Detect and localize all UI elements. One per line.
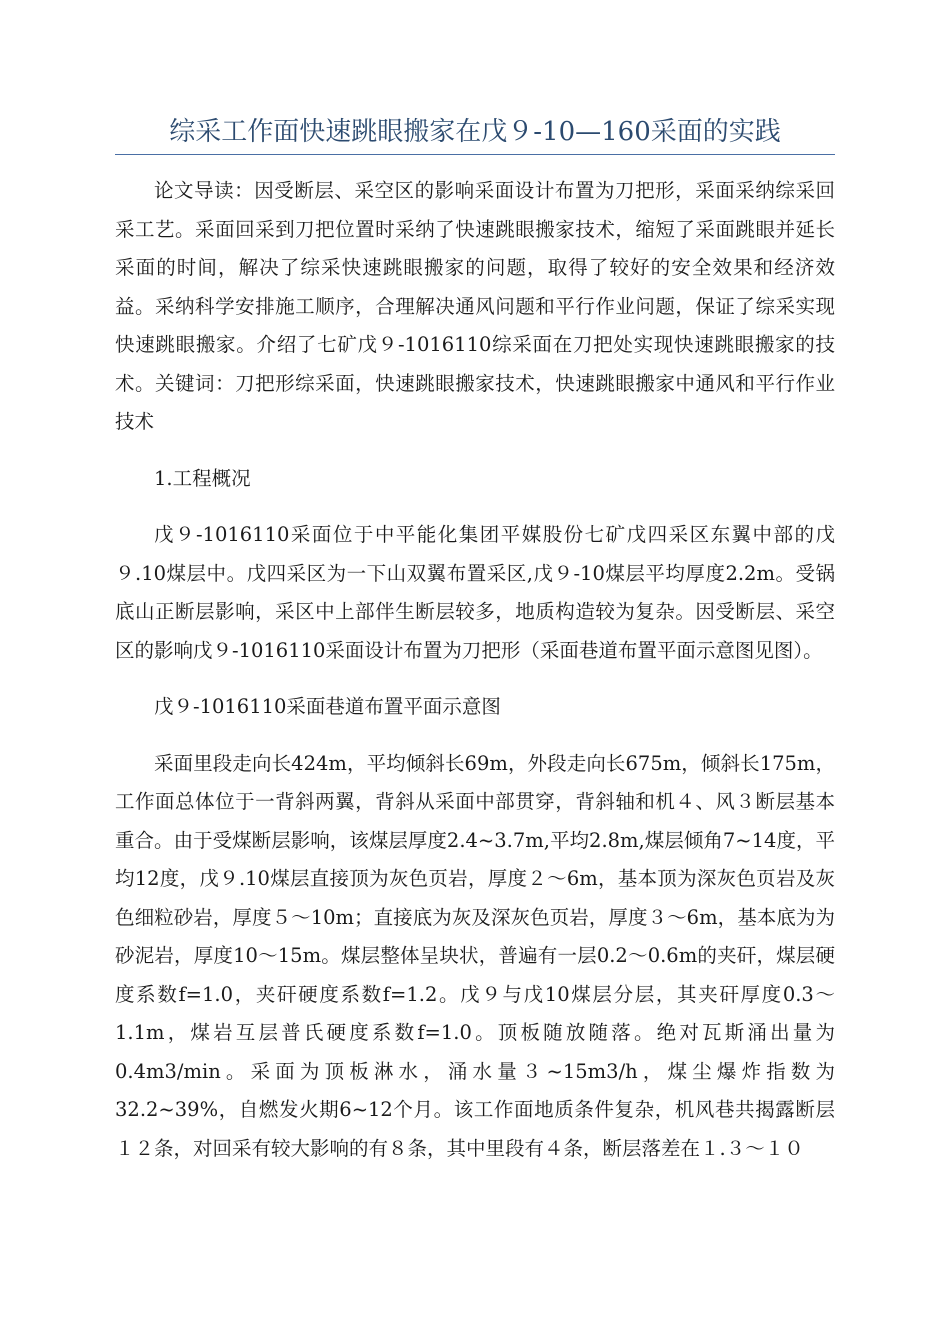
document-body bbox=[115, 172, 835, 1168]
section-heading: 1.工程概况 bbox=[154, 466, 251, 490]
figure-caption: 戊９-1016110采面巷道布置平面示意图 bbox=[154, 695, 501, 718]
title-underline bbox=[115, 154, 835, 155]
body-paragraph: 采面里段走向长424m，平均倾斜长69m，外段走向长675m，倾斜长175m，工作面总体位于一背斜两翼，背斜从采面中部贯穿，背斜轴和机４、风３断层基本重合。由于受煤断层影响，该煤层厚度2.4~3.7m,平均2.8m,煤层倾角7~14度，平均12度，戊９.10煤层直接顶为灰色页岩，厚度２～6m，基本顶为深灰色页岩及灰色细粒砂岩，厚度５～10m；直接底为灰及深灰色页岩，厚度３～6m，基本底为为砂泥岩，厚度10～15m。煤层整体呈块状，普遍有一层0.2～0.6m的夹矸，煤层硬度系数f=1.0，夹矸硬度系数f=1.2。戊９与戊10煤层分层，其夹矸厚度0.3～1.1m，煤岩互层普氏硬度系数f=1.0。顶板随放随落。绝对瓦斯涌出量为0.4m3/min。采面为顶板淋水，涌水量３~15m3/h，煤尘爆炸指数为32.2~39%，自燃发火期6~12个月。该工作面地质条件复杂，机风巷共揭露断层１２条，对回采有较大影响的有８条，其中里段有４条，断层落差在１.３～１０ bbox=[115, 751, 835, 1160]
body-paragraph: 戊９-1016110采面位于中平能化集团平媒股份七矿戊四采区东翼中部的戊９.10煤层中。戊四采区为一下山双翼布置采区,戊９-10煤层平均厚度2.2m。受锅底山正断层影响，采区中上部伴生断层较多，地质构造较为复杂。因受断层、采空区的影响戊９-1016110采面设计布置为刀把形（采面巷道布置平面示意图见图）。 bbox=[115, 523, 835, 662]
page-title: 综采工作面快速跳眼搬家在戊９-10—160采面的实践 bbox=[169, 117, 781, 147]
abstract-paragraph: 论文导读：因受断层、采空区的影响采面设计布置为刀把形，采面采纳综采回采工艺。采面回采到刀把位置时采纳了快速跳眼搬家技术，缩短了采面跳眼并延长采面的时间，解决了综采快速跳眼搬家的问题，取得了较好的安全效果和经济效益。采纳科学安排施工顺序，合理解决通风问题和平行作业问题，保证了综采实现快速跳眼搬家。介绍了七矿戊９-1016110综采面在刀把处实现快速跳眼搬家的技术。关键词：刀把形综采面，快速跳眼搬家技术，快速跳眼搬家中通风和平行作业技术 bbox=[115, 179, 835, 433]
